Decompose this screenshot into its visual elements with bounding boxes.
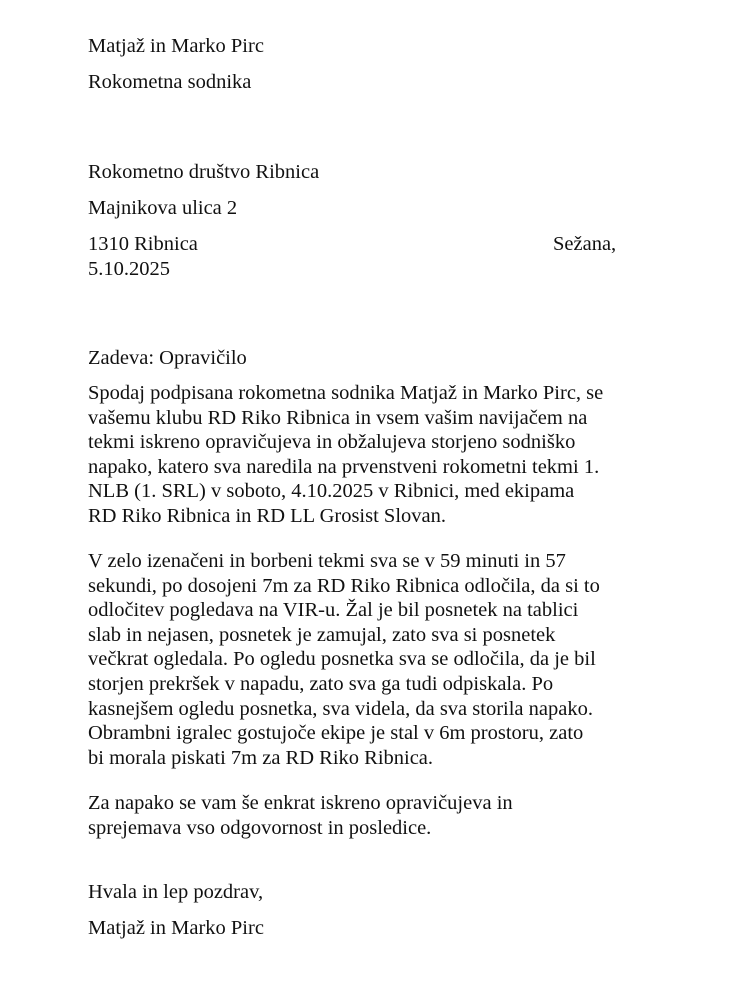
paragraph-line: kasnejšem ogledu posnetka, sva videla, da sva storila napako.	[88, 697, 593, 720]
paragraph-line: sprejemava vso odgovornost in posledice.	[88, 816, 432, 839]
recipient-street: Majnikova ulica 2	[88, 197, 238, 219]
paragraph-line: večkrat ogledala. Po ogledu posnetka sva se odločila, da je bil	[88, 648, 596, 671]
signature: Matjaž in Marko Pirc	[88, 917, 264, 939]
recipient-city: 1310 Ribnica	[88, 233, 198, 255]
paragraph-line: Obrambni igralec gostujoče ekipe je stal v 6m prostoru, zato	[88, 722, 584, 745]
letter-subject: Zadeva: Opravičilo	[88, 347, 247, 369]
body-paragraph-3	[88, 791, 688, 840]
sender-name: Matjaž in Marko Pirc	[88, 35, 264, 57]
paragraph-line: RD Riko Ribnica in RD LL Grosist Slovan.	[88, 504, 446, 527]
paragraph-line: tekmi iskreno opravičujeva in obžalujeva storjeno sodniško	[88, 431, 576, 454]
closing-greeting: Hvala in lep pozdrav,	[88, 881, 264, 903]
body-paragraph-1	[88, 381, 688, 529]
paragraph-line: bi morala piskati 7m za RD Riko Ribnica.	[88, 746, 434, 769]
letter-place: Sežana,	[553, 233, 617, 255]
sender-role: Rokometna sodnika	[88, 71, 252, 93]
paragraph-line: napako, katero sva naredila na prvenstveni rokometni tekmi 1.	[88, 455, 600, 478]
paragraph-line: Spodaj podpisana rokometna sodnika Matjaž in Marko Pirc, se	[88, 382, 604, 404]
paragraph-line: V zelo izenačeni in borbeni tekmi sva se v 59 minuti in 57	[88, 550, 566, 572]
letter-date: 5.10.2025	[88, 258, 170, 280]
paragraph-line: vašemu klubu RD Riko Ribnica in vsem vašim navijačem na	[88, 406, 588, 429]
paragraph-line: storjen prekršek v napadu, zato sva ga tudi odpiskala. Po	[88, 672, 554, 695]
paragraph-line: slab in nejasen, posnetek je zamujal, zato sva si posnetek	[88, 623, 556, 646]
body-paragraph-2	[88, 549, 688, 770]
paragraph-line: sekundi, po dosojeni 7m za RD Riko Ribnica odločila, da si to	[88, 574, 600, 597]
paragraph-line: NLB (1. SRL) v soboto, 4.10.2025 v Ribnici, med ekipama	[88, 480, 575, 503]
paragraph-line: Za napako se vam še enkrat iskreno opravičujeva in	[88, 792, 513, 814]
recipient-name: Rokometno društvo Ribnica	[88, 161, 320, 183]
paragraph-line: odločitev pogledava na VIR-u. Žal je bil posnetek na tablici	[88, 599, 579, 622]
